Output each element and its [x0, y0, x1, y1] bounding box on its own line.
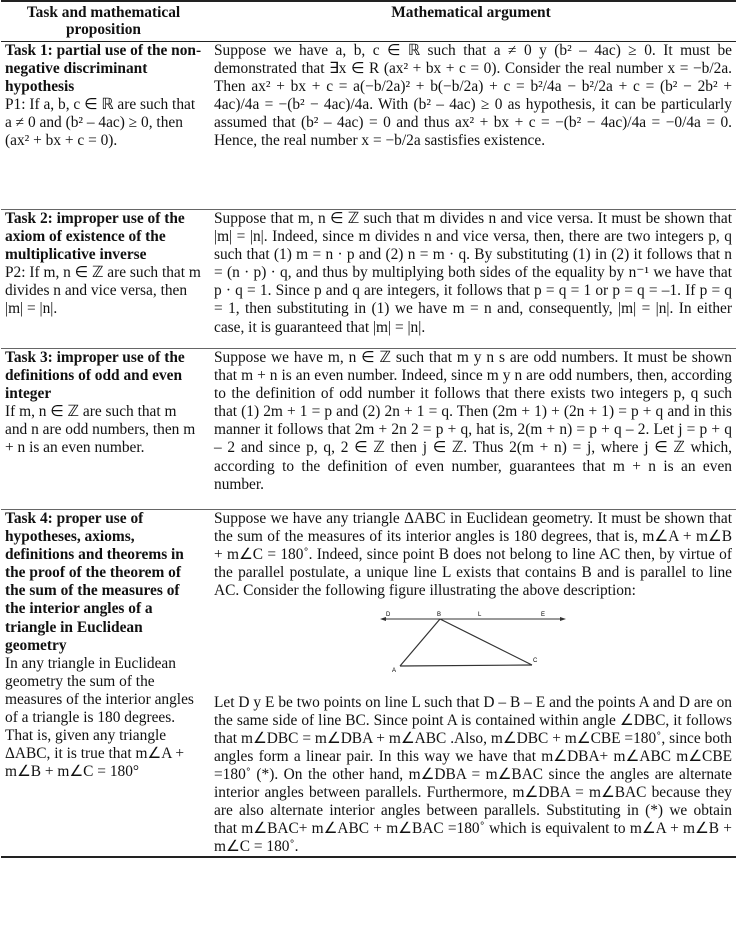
label-b: B [437, 612, 442, 619]
label-a: A [392, 668, 397, 675]
task-proposition: If m, n ∈ ℤ are such that m and n are odd numbers, then m + n is an even number. [5, 403, 196, 457]
table-row [1, 42, 736, 210]
task-cell [1, 210, 206, 349]
segment-ac [400, 665, 532, 666]
label-e: E [541, 612, 546, 619]
task-title: Task 2: improper use of the axiom of existence of the multiplicative inverse [5, 210, 185, 264]
task-proposition: P1: If a, b, c ∈ ℝ are such that a ≠ 0 and (b² – 4ac) ≥ 0, then (ax² + bx + c = 0). [5, 96, 196, 150]
header-argument: Mathematical argument [206, 1, 736, 42]
label-c: C [533, 658, 538, 665]
table-row [1, 210, 736, 349]
task-cell [1, 349, 206, 510]
task-title: Task 4: proper use of hypotheses, axioms, definitions and theorems in the proof of the theorem of the sum of the measures of the interior angles of a triangle in Euclidean geometry [5, 510, 184, 654]
header-row [1, 1, 736, 42]
header-task: Task and mathematical proposition [1, 1, 206, 42]
label-d: D [386, 612, 391, 619]
table-row [1, 349, 736, 510]
task-proposition: In any triangle in Euclidean geometry the sum of the measures of the interior angles of a triangle is 180 degrees. That is, given any triangle ΔABC, it is true that m∠A + m∠B + m∠C = 180° [5, 654, 194, 781]
triangle-figure [214, 610, 732, 685]
table-row [1, 510, 736, 858]
triangle-diagram [378, 610, 568, 680]
task-proposition: P2: If m, n ∈ ℤ are such that m divides n and vice versa, then |m| = |n|. [5, 264, 201, 318]
label-l: L [478, 612, 482, 619]
proof-table [1, 0, 736, 858]
segment-ba [400, 619, 440, 666]
segment-bc [440, 619, 532, 665]
argument-cell [206, 510, 736, 858]
argument-text: Suppose that m, n ∈ ℤ such that m divides n and vice versa. It must be shown that |m| = |n|. Indeed, since m divides n and vice versa, then, there are two integers p, q such that (1) m = n · p and (2) n = m · q. By substituting (1) in (2) it follows that n = (n · p) · q, and thus by multiplying both sides of the equality by n⁻¹ we have that p · q = 1. Since p and q are integers, it follows that p = q = 1 or p = q = –1. If p = q = 1, then substituting in (1) we have m = n and, consequently, |m| = |n|. In either case, it is guaranteed that |m| = |n|. [206, 210, 736, 349]
argument-text: Suppose we have m, n ∈ ℤ such that m y n s are odd numbers. It must be shown that m + n is an even number. Indeed, since m y n are odd numbers, then, according to the definition of odd number it follows that there exists two integers p, q such that (1) 2m + 1 = p and (2) 2n + 1 = q. Then (2m + 1) + (2n + 1) = p + q and in this manner it follows that 2m + 2n 2 = p + q, hat is, 2(m + n) = p + q – 2. Let j = p + q – 2 and since p, q, 2 ∈ ℤ then j ∈ ℤ. Thus 2(m + n) = j, where j ∈ ℤ which, according to the definition of even number, guarantees that m + n is an even number. [206, 349, 736, 510]
argument-text: Suppose we have any triangle ΔABC in Euclidean geometry. It must be shown that the sum of the measures of its interior angles is 180 degrees, that is, m∠A + m∠B + m∠C = 180˚. Indeed, since point B does not belong to line AC then, by virtue of the parallel postulate, a unique line L exists that contains B and is parallel to line AC. Consider the following figure illustrating the above description: [214, 510, 732, 600]
task-title: Task 1: partial use of the non-negative discriminant hypothesis [5, 42, 202, 96]
task-cell [1, 510, 206, 858]
task-cell [1, 42, 206, 210]
argument-text: Suppose we have a, b, c ∈ ℝ such that a ≠ 0 y (b² – 4ac) ≥ 0. It must be demonstrated that ∃x ∈ R (ax² + bx + c = 0). Consider the real number x = −b/2a. Then ax² + bx + c = a(−b/2a)² + b(−b/2a) + c = b²/4a − b²/2a + c = (b² − 2b² + 4ac)/4a = −(b² − 4ac)/4a. With (b² – 4ac) ≥ 0 as hypothesis, it can be particularly assumed that (b² – 4ac) = 0 and thus ax² + bx + c = −(b² − 4ac)/4a = −0/4a = 0. Hence, the real number x = −b/2a sastisfies existence. [206, 42, 736, 210]
argument-text-continued: Let D y E be two points on line L such that D – B – E and the points A and D are on the same side of line BC. Since point A is contained within angle ∠DBC, it follows that m∠DBC = m∠DBA + m∠ABC .Also, m∠DBC + m∠CBE =180˚, since both angles form a linear pair. In this way we have that m∠DBA+ m∠ABC m∠CBE =180˚ (*). On the other hand, m∠DBA = m∠BAC since the angles are alternate interior angles between parallels. Furthermore, m∠DBA = m∠BAC because they are also alternate interior angles between parallels. Substituting in (*) we obtain that m∠BAC+ m∠ABC + m∠BAC =180˚ which is equivalent to m∠A + m∠B + m∠C = 180˚. [214, 693, 732, 856]
task-title: Task 3: improper use of the definitions of odd and even integer [5, 349, 185, 403]
arrow-right-icon [560, 617, 566, 621]
